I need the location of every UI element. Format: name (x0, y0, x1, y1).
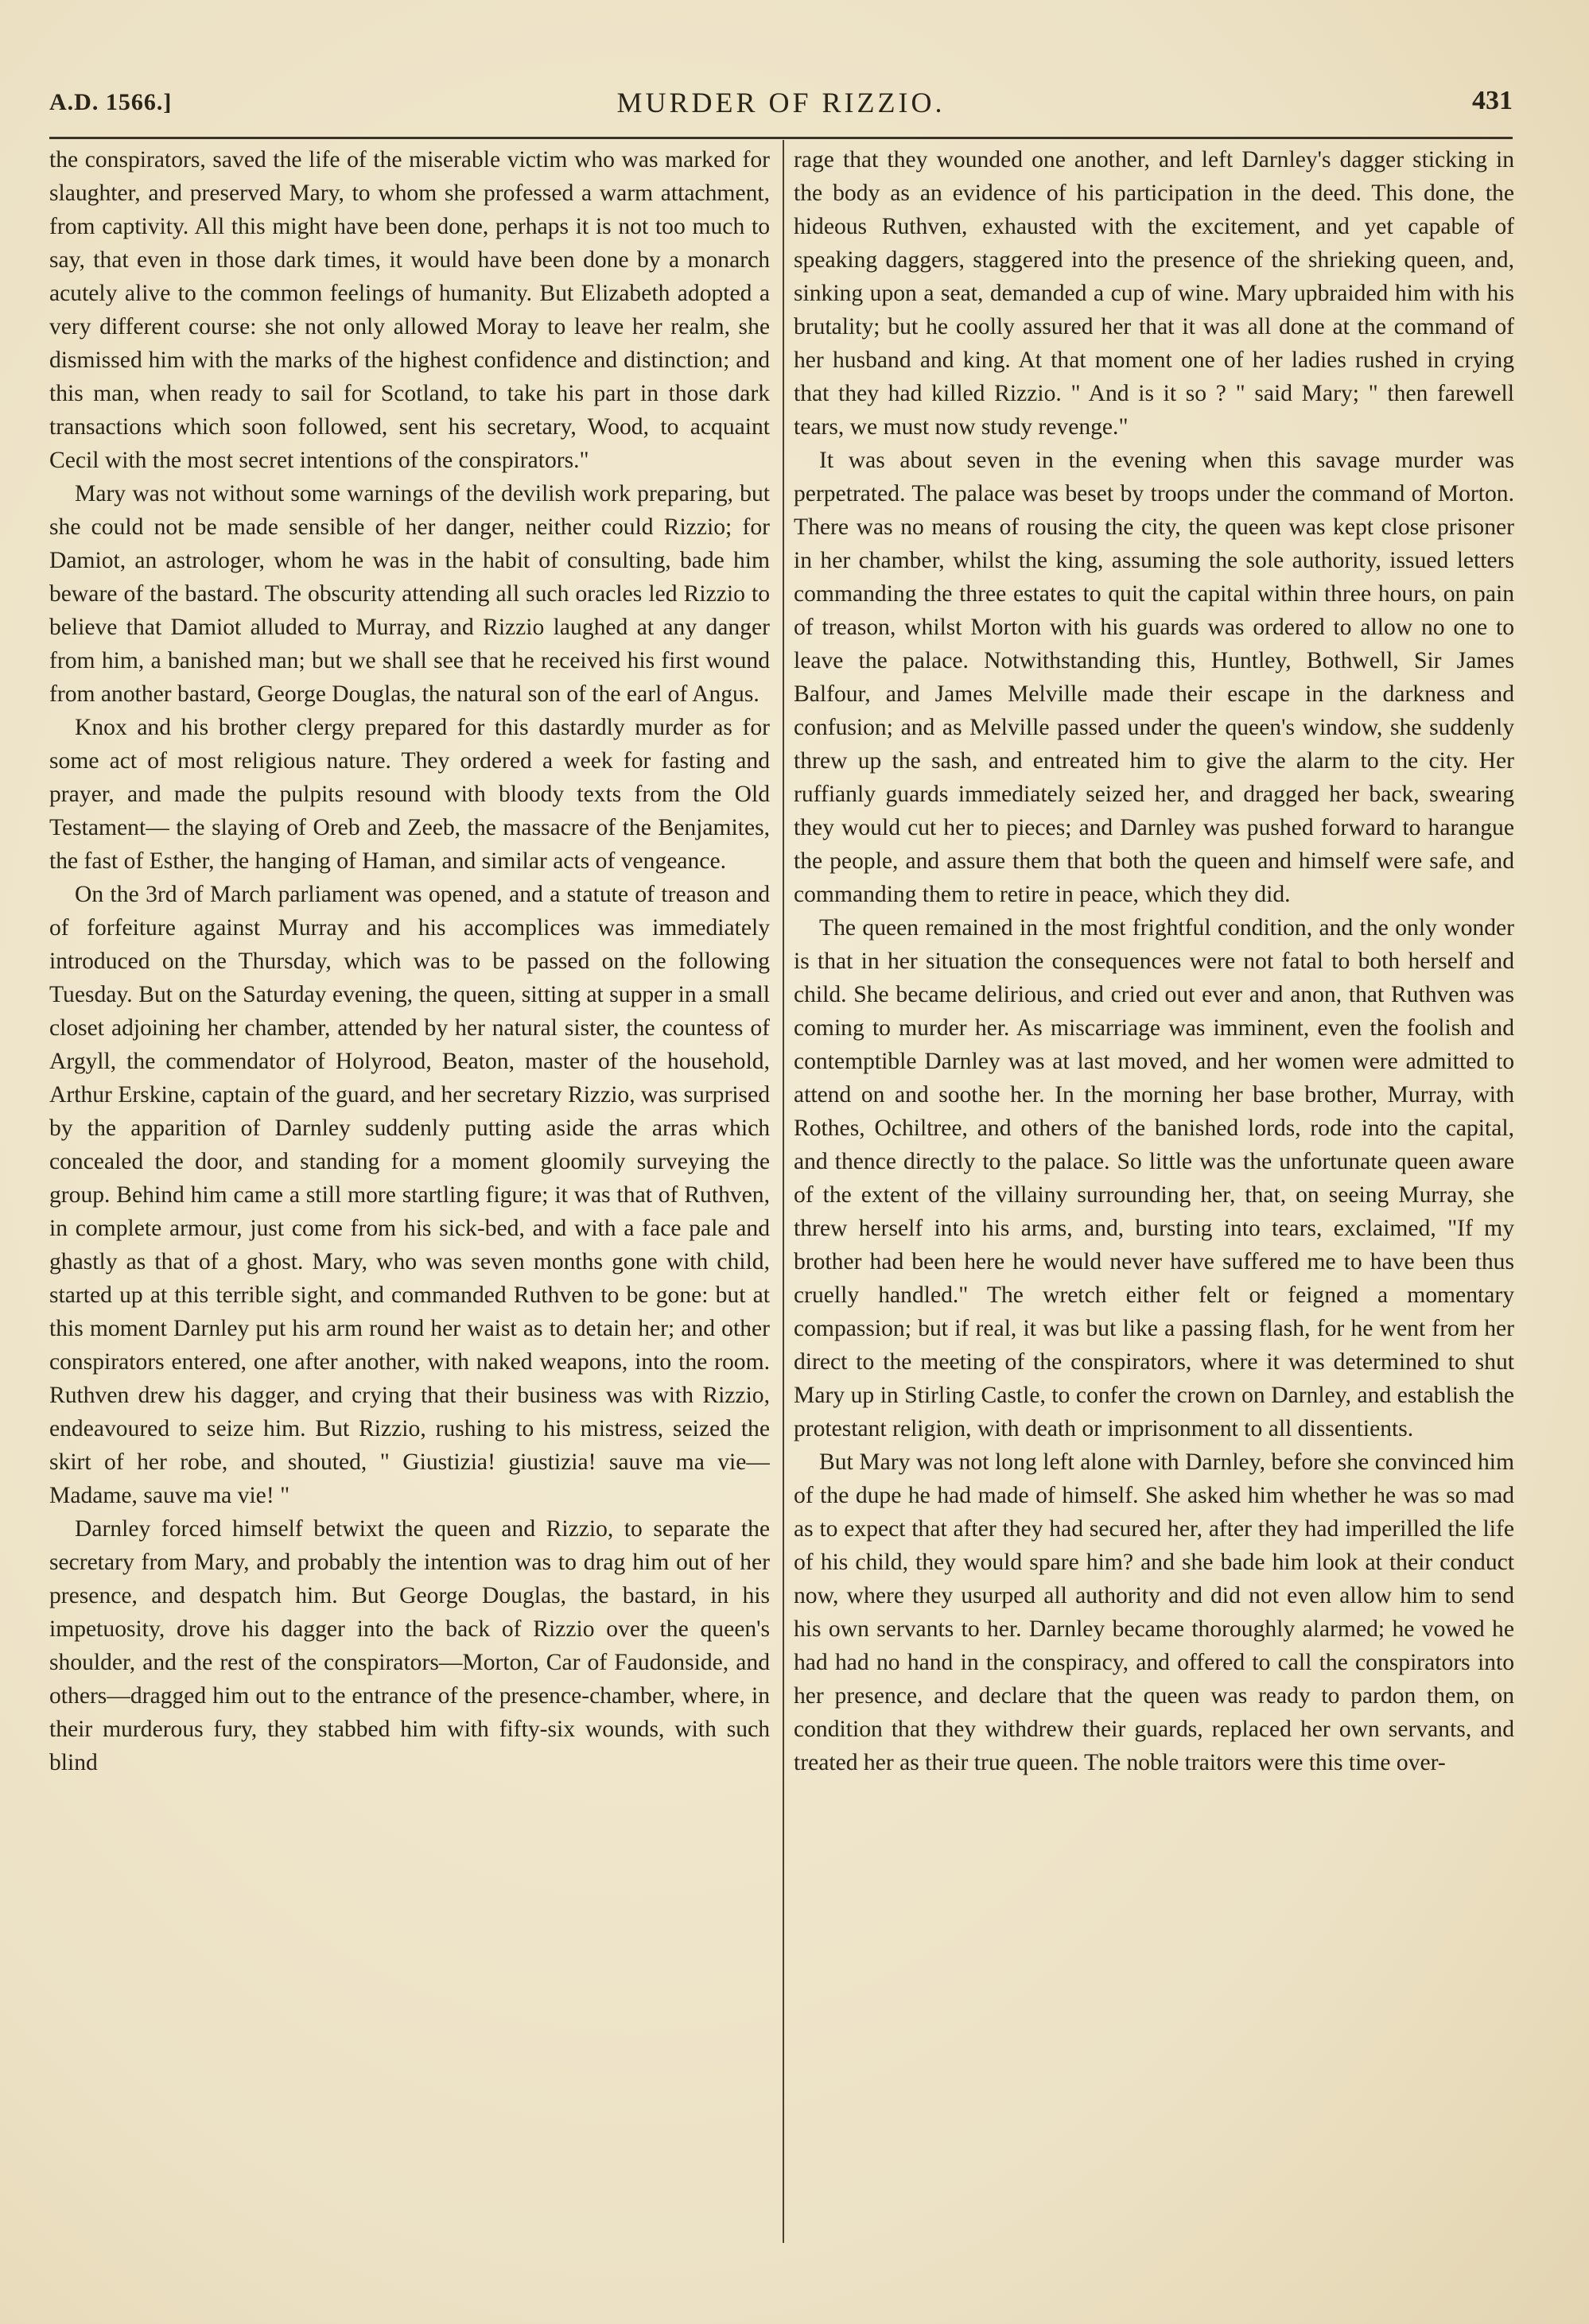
right-column (794, 143, 1514, 2242)
paragraph: rage that they wounded one another, and left Darnley's dagger sticking in the body as an evidence of his participation in the deed. This done, the hideous Ruthven, exhausted with the excitement, and yet capable of speaking daggers, staggered into the presence of the shrieking queen, and, sinking upon a seat, demanded a cup of wine. Mary upbraided him with his brutality; but he coolly assured her that it was all done at the command of her husband and king. At that moment one of her ladies rushed in crying that they had killed Rizzio. " And is it so ? " said Mary; " then farewell tears, we must now study revenge." (794, 147, 1514, 440)
paragraph: Darnley forced himself betwixt the queen and Rizzio, to separate the secretary from Mary, and probably the intention was to drag him out of her presence, and despatch him. But George Douglas, the bastard, in his impetuosity, drove his dagger into the back of Rizzio over the queen's shoulder, and the rest of the conspirators—Morton, Car of Faudonside, and others—dragged him out to the entrance of the presence-chamber, where, in their murderous fury, they stabbed him with fifty-six wounds, with such blind (49, 1516, 770, 1775)
header-rule (49, 137, 1513, 139)
paragraph: The queen remained in the most frightful condition, and the only wonder is that in her situation the consequences were not fatal to both herself and child. She became delirious, and cried out ever and anon, that Ruthven was coming to murder her. As miscarriage was imminent, even the foolish and contemptible Darnley was at last moved, and her women were admitted to attend on and soothe her. In the morning her base brother, Murray, with Rothes, Ochiltree, and others of the banished lords, rode into the capital, and thence directly to the palace. So little was the unfortunate queen aware of the extent of the villainy surrounding her, that, on seeing Murray, she threw herself into his arms, and, bursting into tears, exclaimed, "If my brother had been here he would never have suffered me to have been thus cruelly handled." The wretch either felt or feigned a momentary compassion; but if real, it was but like a passing flash, for he went from her direct to the meeting of the conspirators, where it was determined to shut Mary up in Stirling Castle, to confer the crown on Darnley, and establish the protestant religion, with death or imprisonment to all dissentients. (794, 915, 1514, 1441)
header-date: A.D. 1566.] (49, 89, 173, 115)
page-title: MURDER OF RIZZIO. (616, 87, 946, 118)
paragraph: But Mary was not long left alone with Darnley, before she convinced him of the dupe he had made of himself. She asked him whether he was so mad as to expect that after they had secured her, after they had imperilled the life of his child, they would spare him? and she bade him look at their conduct now, where they usurped all authority and did not even allow him to send his own servants to her. Darnley became thoroughly alarmed; he vowed he had had no hand in the conspiracy, and offered to call the conspirators into her presence, and declare that the queen was ready to pardon them, on condition that they withdrew their guards, replaced her own servants, and treated her as their true queen. The noble traitors were this time over- (794, 1449, 1514, 1775)
running-header (49, 86, 1513, 126)
page-number: 431 (1472, 86, 1513, 115)
paragraph: Mary was not without some warnings of the devilish work preparing, but she could not be made sensible of her danger, neither could Rizzio; for Damiot, an astrologer, whom he was in the habit of consulting, bade him beware of the bastard. The obscurity attending all such oracles led Rizzio to believe that Damiot alluded to Murray, and Rizzio laughed at any danger from him, a banished man; but we shall see that he received his first wound from another bastard, George Douglas, the natural son of the earl of Angus. (49, 481, 770, 707)
left-column (49, 143, 770, 2242)
paragraph: Knox and his brother clergy prepared for this dastardly murder as for some act of most religious nature. They ordered a week for fasting and prayer, and made the pulpits resound with bloody texts from the Old Testament— the slaying of Oreb and Zeeb, the massacre of the Benjamites, the fast of Esther, the hanging of Haman, and similar acts of vengeance. (49, 715, 770, 874)
column-divider (783, 140, 784, 2243)
paragraph: On the 3rd of March parliament was opened, and a statute of treason and of forfeiture against Murray and his accomplices was immediately introduced on the Thursday, which was to be passed on the following Tuesday. But on the Saturday evening, the queen, sitting at supper in a small closet adjoining her chamber, attended by her natural sister, the countess of Argyll, the commendator of Holyrood, Beaton, master of the household, Arthur Erskine, captain of the guard, and her secretary Rizzio, was surprised by the apparition of Darnley suddenly putting aside the arras which concealed the door, and standing for a moment gloomily surveying the group. Behind him came a still more startling figure; it was that of Ruthven, in complete armour, just come from his sick-bed, and with a face pale and ghastly as that of a ghost. Mary, who was seven months gone with child, started up at this terrible sight, and commanded Ruthven to be gone: but at this moment Darnley put his arm round her waist as to detain her; and other conspirators entered, one after another, with naked weapons, into the room. Ruthven drew his dagger, and crying that their business was with Rizzio, endeavoured to seize him. But Rizzio, rushing to his mistress, seized the skirt of her robe, and shouted, " Giustizia! giustizia! sauve ma vie—Madame, sauve ma vie! " (49, 882, 770, 1508)
paragraph: the conspirators, saved the life of the miserable victim who was marked for slaughter, and preserved Mary, to whom she professed a warm attachment, from captivity. All this might have been done, perhaps it is not too much to say, that even in those dark times, it would have been done by a monarch acutely alive to the common feelings of humanity. But Elizabeth adopted a very different course: she not only allowed Moray to leave her realm, she dismissed him with the marks of the highest confidence and distinction; and this man, when ready to sail for Scotland, to take his part in those dark transactions which soon followed, sent his secretary, Wood, to acquaint Cecil with the most secret intentions of the conspirators." (49, 147, 770, 473)
paragraph: It was about seven in the evening when this savage murder was perpetrated. The palace was beset by troops under the command of Morton. There was no means of rousing the city, the queen was kept close prisoner in her chamber, whilst the king, assuming the sole authority, issued letters commanding the three estates to quit the capital within three hours, on pain of treason, whilst Morton with his guards was ordered to allow no one to leave the palace. Notwithstanding this, Huntley, Bothwell, Sir James Balfour, and James Melville made their escape in the darkness and confusion; and as Melville passed under the queen's window, she suddenly threw up the sash, and entreated him to give the alarm to the city. Her ruffianly guards immediately seized her, and dragged her back, swearing they would cut her to pieces; and Darnley was pushed forward to harangue the people, and assure them that both the queen and himself were safe, and commanding them to retire in peace, which they did. (794, 448, 1514, 907)
